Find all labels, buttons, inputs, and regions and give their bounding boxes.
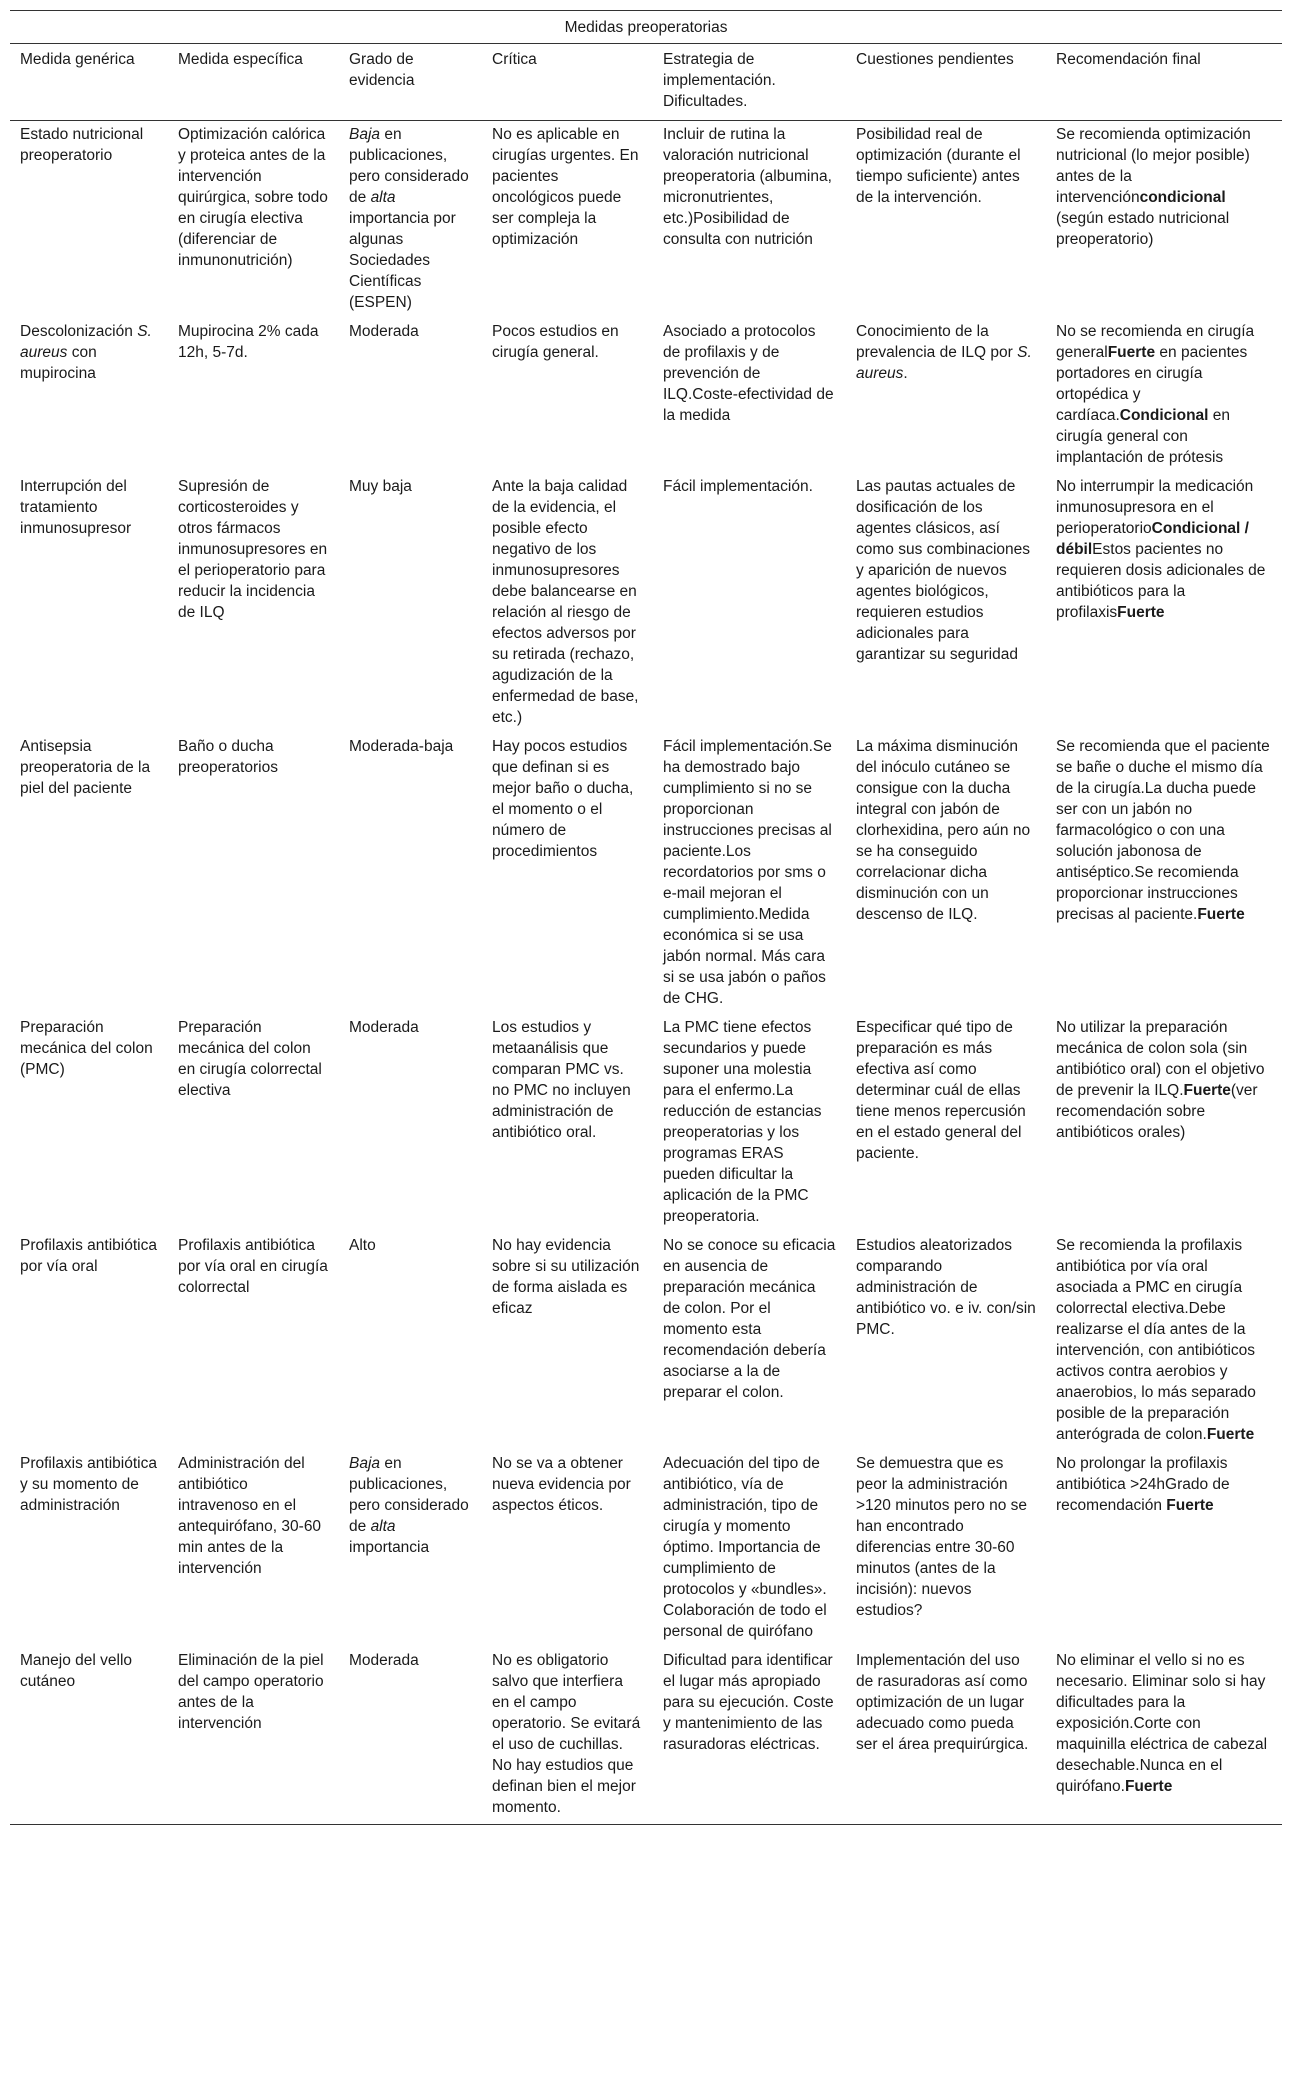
cell-text: Se demuestra que es peor la administración >120 minutos pero no se han encontrado diferencias entre 30-60 minutos (antes de la incisión): nuevos estudios?	[856, 1455, 1028, 1619]
table-cell	[653, 1232, 846, 1450]
cell-text: Posibilidad real de optimización (durante el tiempo suficiente) antes de la intervención.	[856, 126, 1021, 206]
cell-text: .	[903, 365, 908, 382]
cell-text: S. aureus	[856, 344, 1032, 382]
cell-text: Estado nutricional preoperatorio	[20, 126, 144, 164]
table-cell	[10, 1232, 168, 1450]
cell-text: Se recomienda que el paciente se bañe o duche el mismo día de la cirugía.La ducha puede ser con un jabón no farmacológico o con una solución jabonosa de antiséptico.Se recomienda proporcionar instrucciones precisas al paciente.	[1056, 738, 1270, 923]
table-cell	[1046, 318, 1282, 473]
column-header: Cuestiones pendientes	[846, 44, 1046, 121]
cell-text: No hay evidencia sobre si su utilización de forma aislada es eficaz	[492, 1237, 640, 1317]
cell-text: Fuerte	[1197, 906, 1245, 923]
cell-text: Moderada	[349, 1652, 419, 1669]
cell-text: Hay pocos estudios que definan si es mejor baño o ducha, el momento o el número de procedimientos	[492, 738, 634, 860]
table-row	[10, 1647, 1282, 1825]
table-cell	[168, 318, 339, 473]
cell-text: Adecuación del tipo de antibiótico, vía de administración, tipo de cirugía y momento óptimo. Importancia de cumplimiento de protocolos y «bundles». Colaboración de todo el personal de quirófano	[663, 1455, 827, 1640]
cell-text: Fuerte	[1124, 1778, 1173, 1795]
cell-text: Implementación del uso de rasuradoras así como optimización de un lugar adecuado como pueda ser el área prequirúrgica.	[856, 1652, 1029, 1753]
cell-text: Manejo del vello cutáneo	[20, 1652, 133, 1690]
table-cell	[482, 473, 653, 733]
column-header: Medida genérica	[10, 44, 168, 121]
table-cell	[10, 318, 168, 473]
cell-text: Optimización calórica y proteica antes de la intervención quirúrgica, sobre todo en cirugía electiva (diferenciar de inmunonutrición)	[178, 126, 328, 269]
table-row	[10, 473, 1282, 733]
cell-text: Fácil implementación.	[663, 478, 813, 495]
cell-text: en publicaciones, pero considerado de	[349, 1455, 469, 1535]
table-cell	[482, 733, 653, 1014]
cell-text: Moderada-baja	[349, 738, 454, 755]
table-cell	[1046, 1647, 1282, 1825]
table-cell	[482, 1232, 653, 1450]
cell-text: Muy baja	[349, 478, 412, 495]
cell-text: La máxima disminución del inóculo cutáneo se consigue con la ducha integral con jabón de clorhexidina, pero aún no se ha conseguido correlacionar dicha disminución con un descenso de ILQ.	[856, 738, 1031, 923]
cell-text: Estos pacientes no requieren dosis adicionales de antibióticos para la profilaxis	[1056, 541, 1266, 621]
cell-text: Incluir de rutina la valoración nutricional preoperatoria (albumina, micronutrientes, etc.)Posibilidad de consulta con nutrición	[663, 126, 832, 248]
cell-text: Eliminación de la piel del campo operatorio antes de la intervención	[178, 1652, 324, 1732]
table-cell	[10, 473, 168, 733]
table-cell	[846, 318, 1046, 473]
cell-text: Estudios aleatorizados comparando administración de antibiótico vo. e iv. con/sin PMC.	[856, 1237, 1036, 1338]
table-row	[10, 1450, 1282, 1647]
cell-text: Condicional / débil	[1056, 520, 1249, 558]
cell-text: en pacientes portadores en cirugía ortopédica y cardíaca.	[1056, 344, 1248, 424]
cell-text: Fuerte	[1107, 344, 1156, 361]
cell-text: alta	[370, 1518, 396, 1535]
table-cell	[168, 1232, 339, 1450]
column-header: Grado de evidencia	[339, 44, 482, 121]
cell-text: Profilaxis antibiótica por vía oral	[20, 1237, 157, 1275]
cell-text: Descolonización	[20, 323, 138, 340]
cell-text: Ante la baja calidad de la evidencia, el posible efecto negativo de los inmunosupresores debe balancearse en relación al riesgo de efectos adversos por su retirada (rechazo, agudización de la enfermedad de base, etc.)	[492, 478, 639, 726]
table-cell	[339, 318, 482, 473]
cell-text: con mupirocina	[20, 344, 97, 382]
cell-text: Moderada	[349, 1019, 419, 1036]
table-cell	[10, 1014, 168, 1232]
table-cell	[339, 1647, 482, 1825]
table-cell	[339, 473, 482, 733]
table-row	[10, 318, 1282, 473]
cell-text: Profilaxis antibiótica y su momento de administración	[20, 1455, 157, 1514]
cell-text: Alto	[349, 1237, 376, 1254]
cell-text: (ver recomendación sobre antibióticos orales)	[1056, 1082, 1258, 1141]
table-cell	[846, 1647, 1046, 1825]
cell-text: S. aureus	[20, 323, 152, 361]
cell-text: Fuerte	[1166, 1497, 1214, 1514]
cell-text: importancia	[349, 1539, 430, 1556]
cell-text: Baño o ducha preoperatorios	[178, 738, 278, 776]
table-cell	[10, 733, 168, 1014]
cell-text: Fuerte	[1183, 1082, 1231, 1099]
cell-text: No es aplicable en cirugías urgentes. En pacientes oncológicos puede ser compleja la optimización	[492, 126, 639, 248]
cell-text: No se recomienda en cirugía general	[1056, 323, 1255, 361]
table-cell	[339, 1450, 482, 1647]
table-cell	[653, 473, 846, 733]
table-cell	[168, 1647, 339, 1825]
column-header: Medida específica	[168, 44, 339, 121]
table-cell	[10, 1647, 168, 1825]
table-cell	[10, 121, 168, 319]
cell-text: Se recomienda la profilaxis antibiótica por vía oral asociada a PMC en cirugía colorrectal electiva.Debe realizarse el día antes de la intervención, con antibióticos activos contra aerobios y anaerobios, lo más separado posible de la preparación anterógrada de colon.	[1056, 1237, 1256, 1443]
table-cell	[1046, 733, 1282, 1014]
table-cell	[653, 1647, 846, 1825]
cell-text: Baja	[349, 1455, 381, 1472]
table-cell	[846, 1450, 1046, 1647]
table-row	[10, 1232, 1282, 1450]
cell-text: Especificar qué tipo de preparación es más efectiva así como determinar cuál de ellas tiene menos repercusión en el estado general del paciente.	[856, 1019, 1026, 1162]
cell-text: alta	[370, 189, 396, 206]
cell-text: Administración del antibiótico intravenoso en el antequirófano, 30-60 min antes de la intervención	[178, 1455, 322, 1577]
cell-text: No es obligatorio salvo que interfiera en el campo operatorio. Se evitará el uso de cuchillas. No hay estudios que definan bien el mejor momento.	[492, 1652, 641, 1816]
cell-text: Los estudios y metaanálisis que comparan PMC vs. no PMC no incluyen administración de antibiótico oral.	[492, 1019, 631, 1141]
cell-text: La PMC tiene efectos secundarios y puede suponer una molestia para el enfermo.La reducción de estancias preoperatorias y los programas ERAS pueden dificultar la aplicación de la PMC preoperatoria.	[663, 1019, 822, 1225]
table-cell	[168, 121, 339, 319]
table-cell	[1046, 1450, 1282, 1647]
cell-text: No interrumpir la medicación inmunosupresora en el perioperatorio	[1056, 478, 1254, 537]
cell-text: No se va a obtener nueva evidencia por aspectos éticos.	[492, 1455, 631, 1514]
table-cell	[846, 1232, 1046, 1450]
table-cell	[482, 1647, 653, 1825]
table-cell	[482, 121, 653, 319]
cell-text: No utilizar la preparación mecánica de colon sola (sin antibiótico oral) con el objetivo de prevenir la ILQ.	[1056, 1019, 1265, 1099]
cell-text: Conocimiento de la prevalencia de ILQ por	[856, 323, 1018, 361]
table-cell	[339, 1014, 482, 1232]
cell-text: Asociado a protocolos de profilaxis y de prevención de ILQ.Coste-efectividad de la medida	[663, 323, 834, 424]
table-cell	[168, 1450, 339, 1647]
column-header: Estrategia de implementación. Dificultades.	[653, 44, 846, 121]
cell-text: Mupirocina 2% cada 12h, 5-7d.	[178, 323, 319, 361]
cell-text: Antisepsia preoperatoria de la piel del paciente	[20, 738, 151, 797]
header-row	[10, 44, 1282, 121]
table-cell	[1046, 121, 1282, 319]
cell-text: Las pautas actuales de dosificación de los agentes clásicos, así como sus combinaciones y aparición de nuevos agentes biológicos, requieren estudios adicionales para garantizar su seguridad	[856, 478, 1031, 663]
table-caption: Medidas preoperatorias	[10, 11, 1282, 44]
table-cell	[10, 1450, 168, 1647]
table-cell	[1046, 1232, 1282, 1450]
cell-text: Preparación mecánica del colon en cirugía colorrectal electiva	[178, 1019, 322, 1099]
table-cell	[482, 1014, 653, 1232]
cell-text: condicional	[1139, 189, 1226, 206]
column-header: Crítica	[482, 44, 653, 121]
cell-text: Pocos estudios en cirugía general.	[492, 323, 619, 361]
cell-text: No prolongar la profilaxis antibiótica >24hGrado de recomendación	[1056, 1455, 1230, 1514]
table-cell	[846, 121, 1046, 319]
table-cell	[339, 121, 482, 319]
table-cell	[653, 318, 846, 473]
table-cell	[1046, 1014, 1282, 1232]
cell-text: Supresión de corticosteroides y otros fármacos inmunosupresores en el perioperatorio para reducir la incidencia de ILQ	[178, 478, 328, 621]
table-body	[10, 121, 1282, 1825]
table-row	[10, 121, 1282, 319]
table-row	[10, 733, 1282, 1014]
cell-text: en publicaciones, pero considerado de	[349, 126, 469, 206]
cell-text: (según estado nutricional preoperatorio)	[1056, 210, 1230, 248]
cell-text: Fuerte	[1117, 604, 1165, 621]
preoperative-measures-table	[10, 10, 1282, 1825]
table-cell	[846, 1014, 1046, 1232]
table-cell	[846, 473, 1046, 733]
table-row	[10, 1014, 1282, 1232]
table-cell	[653, 121, 846, 319]
table-cell	[846, 733, 1046, 1014]
table-cell	[482, 1450, 653, 1647]
table-cell	[339, 733, 482, 1014]
cell-text: Interrupción del tratamiento inmunosupresor	[20, 478, 132, 537]
cell-text: en cirugía general con implantación de prótesis	[1056, 407, 1231, 466]
table-cell	[339, 1232, 482, 1450]
table-cell	[653, 1450, 846, 1647]
cell-text: Se recomienda optimización nutricional (lo mejor posible) antes de la intervención	[1056, 126, 1251, 206]
table-cell	[168, 473, 339, 733]
table-cell	[653, 733, 846, 1014]
cell-text: Profilaxis antibiótica por vía oral en cirugía colorrectal	[178, 1237, 328, 1296]
cell-text: Dificultad para identificar el lugar más apropiado para su ejecución. Coste y mantenimiento de las rasuradoras eléctricas.	[663, 1652, 834, 1753]
cell-text: Preparación mecánica del colon (PMC)	[20, 1019, 153, 1078]
table-cell	[482, 318, 653, 473]
table-cell	[168, 733, 339, 1014]
cell-text: Moderada	[349, 323, 419, 340]
cell-text: No se conoce su eficacia en ausencia de preparación mecánica de colon. Por el momento esta recomendación debería asociarse a la de preparar el colon.	[663, 1237, 836, 1401]
cell-text: Condicional	[1119, 407, 1209, 424]
cell-text: Baja	[349, 126, 381, 143]
column-header: Recomendación final	[1046, 44, 1282, 121]
cell-text: Fuerte	[1206, 1426, 1255, 1443]
table-container	[10, 10, 1282, 1825]
cell-text: importancia por algunas Sociedades Científicas (ESPEN)	[349, 210, 456, 311]
table-cell	[653, 1014, 846, 1232]
cell-text: Fácil implementación.Se ha demostrado bajo cumplimiento si no se proporcionan instrucciones precisas al paciente.Los recordatorios por sms o e-mail mejoran el cumplimiento.Medida económica si se usa jabón normal. Más cara si se usa jabón o paños de CHG.	[663, 738, 832, 1007]
table-cell	[168, 1014, 339, 1232]
table-cell	[1046, 473, 1282, 733]
cell-text: No eliminar el vello si no es necesario. Eliminar solo si hay dificultades para la exposición.Corte con maquinilla eléctrica de cabezal desechable.Nunca en el quirófano.	[1056, 1652, 1268, 1795]
